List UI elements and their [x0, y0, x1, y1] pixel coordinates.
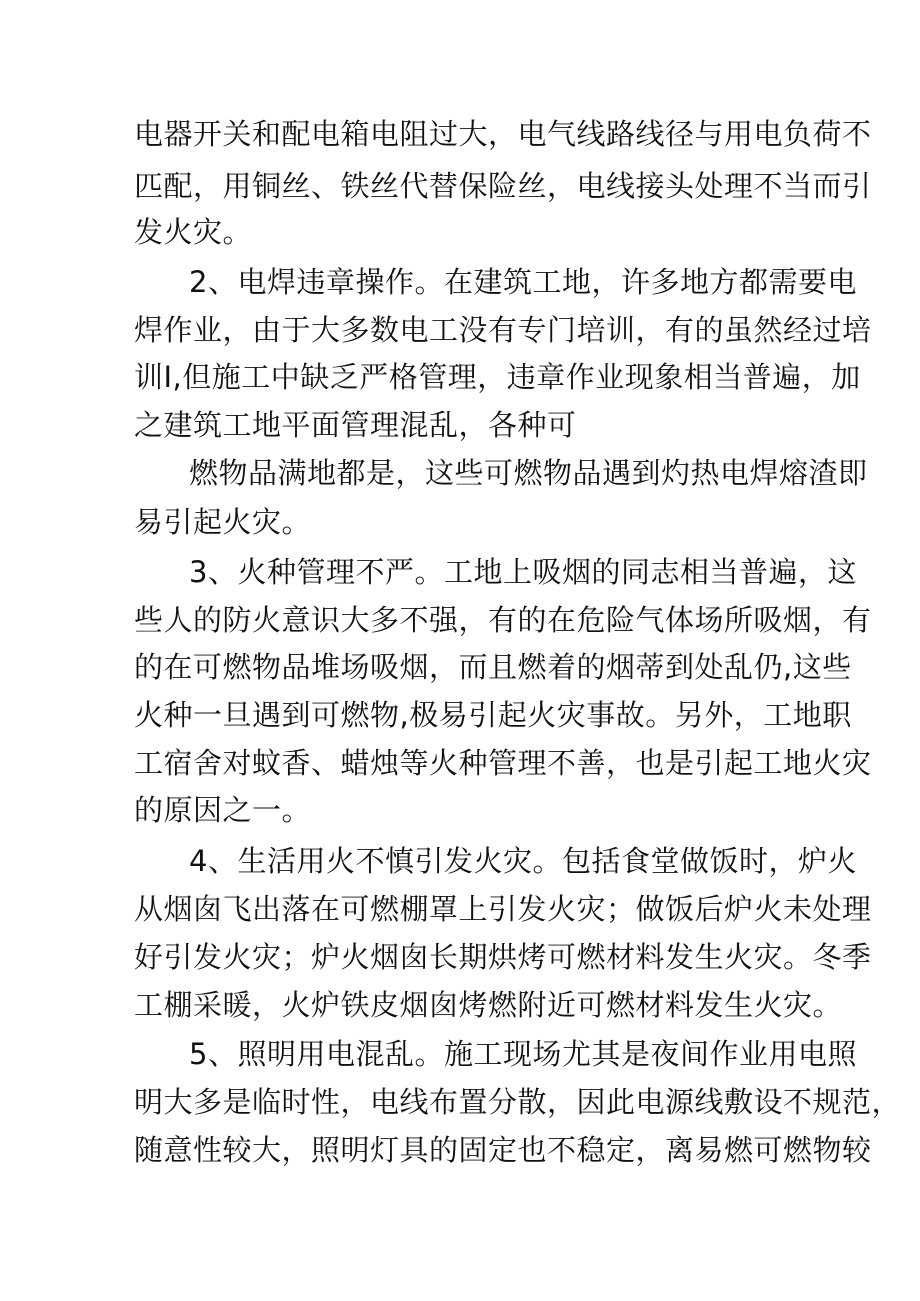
- text-line: 训I,但施工中缺乏严格管理，违章作业现象相当普遍，加: [134, 360, 861, 394]
- text-line: 些人的防火意识大多不强，有的在危险气体场所吸烟，有: [134, 603, 872, 637]
- text-line: 3、火种管理不严。工地上吸烟的同志相当普遍，这: [189, 555, 857, 589]
- text-line: 燃物品满地都是，这些可燃物品遇到灼热电焊熔渣即: [189, 456, 868, 490]
- text-line: 之建筑工地平面管理混乱，各种可: [134, 408, 577, 442]
- text-line: 的原因之一。: [134, 793, 312, 827]
- text-line: 随意性较大，照明灯具的固定也不稳定，离易燃可燃物较: [134, 1133, 872, 1167]
- text-line: 易引起火灾。: [134, 505, 312, 539]
- text-line: 4、生活用火不慎引发火灾。包括食堂做饭时，炉火: [189, 844, 857, 878]
- text-line: 匹配，用铜丝、铁丝代替保险丝，电线接头处理不当而引: [134, 169, 872, 203]
- text-line: 好引发火灾；炉火烟囱长期烘烤可燃材料发生火灾。冬季: [134, 940, 872, 974]
- text-line: 发火灾。: [134, 215, 253, 249]
- text-line: 焊作业，由于大多数电工没有专门培训，有的虽然经过培: [134, 313, 872, 347]
- text-line: 2、电焊违章操作。在建筑工地，许多地方都需要电: [189, 265, 857, 299]
- text-line: 工棚采暖，火炉铁皮烟囱烤燃附近可燃材料发生火灾。: [134, 988, 843, 1022]
- text-line: 火种一旦遇到可燃物,极易引起火灾事故。另外，工地职: [134, 698, 852, 732]
- text-line: 从烟囱飞出落在可燃棚罩上引发火灾；做饭后炉火未处理: [134, 892, 872, 926]
- text-line: 工宿舍对蚊香、蜡烛等火种管理不善，也是引起工地火灾: [134, 746, 872, 780]
- text-line: 电器开关和配电箱电阻过大，电气线路线径与用电负荷不: [134, 117, 872, 151]
- text-line: 5、照明用电混乱。施工现场尤其是夜间作业用电照: [189, 1037, 857, 1071]
- text-line: 的在可燃物品堆场吸烟，而且燃着的烟蒂到处乱仍,这些: [134, 650, 852, 684]
- text-line: 明大多是临时性，电线布置分散，因此电源线敷设不规范，: [134, 1085, 902, 1119]
